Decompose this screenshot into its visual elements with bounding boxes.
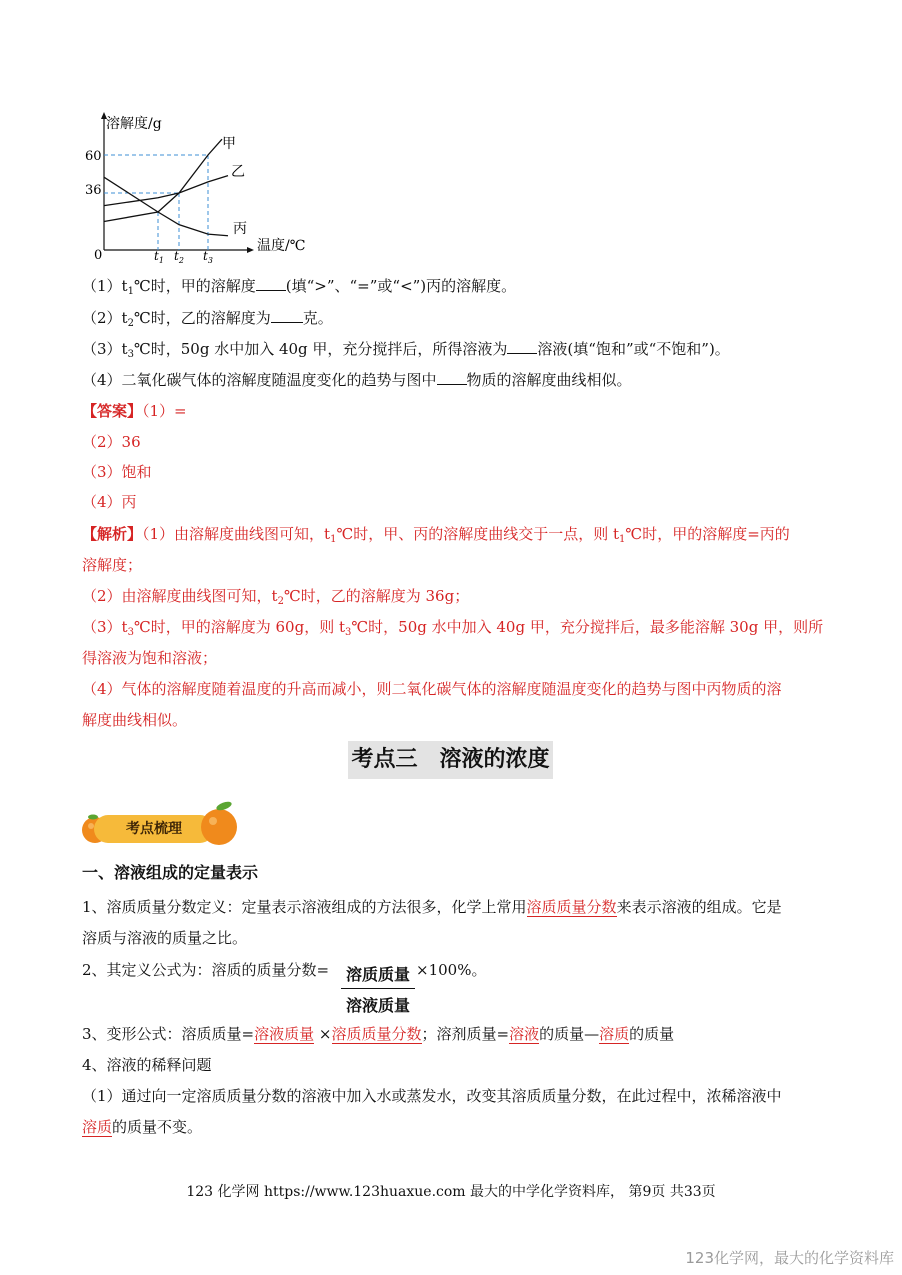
analysis-1-sub-b: 1 xyxy=(619,534,626,545)
x-axis-label: 温度/℃ xyxy=(257,238,306,254)
x-tick-t3: $t_3$ xyxy=(203,249,213,263)
x-axis-arrow xyxy=(247,247,254,253)
l5-term: 溶质 xyxy=(82,1118,113,1136)
analysis-2a: （2）由溶解度曲线图可知，t xyxy=(82,587,278,605)
x-tick-t2: $t_2$ xyxy=(174,249,184,263)
question-1 xyxy=(82,276,516,302)
analysis-4-cont: 解度曲线相似。 xyxy=(82,711,188,729)
analysis-3a: （3）t xyxy=(82,618,128,636)
l3-c: × xyxy=(318,1025,332,1043)
analysis-2-sub: 2 xyxy=(277,596,284,607)
q1-mid: ℃时，甲的溶解度 xyxy=(133,277,256,295)
analysis-3 xyxy=(82,617,823,643)
answer-1 xyxy=(82,401,187,421)
watermark: 123化学网，最大的化学资料库 xyxy=(685,1249,894,1267)
content-heading: 一、溶液组成的定量表示 xyxy=(82,863,259,882)
q4-post: 物质的溶解度曲线相似。 xyxy=(466,371,632,389)
content-line-1 xyxy=(82,897,782,917)
answer-4: （4）丙 xyxy=(82,493,137,511)
question-3 xyxy=(82,339,730,365)
analysis-1c: ℃时，甲的溶解度=丙的 xyxy=(625,525,790,543)
solubility-chart xyxy=(82,108,332,263)
formula-fraction xyxy=(341,962,415,1016)
analysis-3b: ℃时，甲的溶解度为 60g，则 t xyxy=(133,618,345,636)
q2-prefix: （2）t xyxy=(82,309,128,327)
l3-f: 溶液 xyxy=(509,1025,540,1043)
q3-blank[interactable] xyxy=(507,353,537,354)
l1-c: 来表示溶液的组成。它是 xyxy=(616,898,782,916)
answer-1-text: （1）= xyxy=(142,402,187,420)
l1-a: 1、溶质质量分数定义：定量表示溶液组成的方法很多，化学上常用 xyxy=(82,898,527,916)
q1-blank[interactable] xyxy=(256,290,286,291)
curve-乙 xyxy=(104,176,228,206)
q1-sub: 1 xyxy=(127,286,134,297)
analysis-3-sub-a: 3 xyxy=(127,627,134,638)
analysis-1a: （1）由溶解度曲线图可知，t xyxy=(142,525,331,543)
analysis-1b: ℃时，甲、丙的溶解度曲线交于一点，则 t xyxy=(336,525,620,543)
fraction-denominator: 溶液质量 xyxy=(345,996,410,1015)
analysis-3c: ℃时，50g 水中加入 40g 甲，充分搅拌后，最多能溶解 30g 甲，则所 xyxy=(351,618,824,636)
q2-sub: 2 xyxy=(127,318,134,329)
q4-blank[interactable] xyxy=(437,384,467,385)
analysis-4: （4）气体的溶解度随着温度的升高而减小，则二氧化碳气体的溶解度随温度变化的趋势与图中丙物质的溶 xyxy=(82,680,782,698)
content-line-3 xyxy=(82,1024,674,1044)
chart-curves xyxy=(104,139,228,236)
l3-a: 3、变形公式：溶质质量= xyxy=(82,1025,255,1043)
q1-post: (填“>”、“=”或“<”)丙的溶解度。 xyxy=(285,277,517,295)
series-label-yi: 乙 xyxy=(231,164,245,180)
l2-a: 2、其定义公式为：溶质的质量分数= xyxy=(82,961,330,979)
l3-h: 溶质 xyxy=(599,1025,630,1043)
fraction-numerator: 溶质质量 xyxy=(341,962,415,989)
q3-prefix: （3）t xyxy=(82,340,128,358)
series-label-bing: 丙 xyxy=(233,221,247,237)
series-label-jia: 甲 xyxy=(222,136,236,152)
origin-label: 0 xyxy=(94,248,103,263)
q1-prefix: （1）t xyxy=(82,277,128,295)
analysis-1-sub-a: 1 xyxy=(330,534,337,545)
question-2 xyxy=(82,308,333,334)
q3-mid: ℃时，50g 水中加入 40g 甲，充分搅拌后，所得溶液为 xyxy=(133,340,508,358)
analysis-2b: ℃时，乙的溶解度为 36g； xyxy=(283,587,470,605)
l3-d: 溶质质量分数 xyxy=(331,1025,422,1043)
topic-badge: 考点梳理 xyxy=(94,815,214,843)
orange-right-icon xyxy=(198,799,240,847)
l3-b: 溶液质量 xyxy=(254,1025,315,1043)
q3-sub: 3 xyxy=(127,349,134,360)
l3-i: 的质量 xyxy=(629,1025,675,1043)
answer-label: 【答案】 xyxy=(82,402,143,420)
q2-blank[interactable] xyxy=(271,322,303,323)
y-axis-label: 溶解度/g xyxy=(106,116,162,132)
q2-post: 克。 xyxy=(302,309,333,327)
content-line-1-cont: 溶质与溶液的质量之比。 xyxy=(82,929,248,947)
answer-2: （2）36 xyxy=(82,433,141,451)
l3-g: 的质量— xyxy=(539,1025,600,1043)
content-line-5: （1）通过向一定溶质质量分数的溶液中加入水或蒸发水，改变其溶质质量分数，在此过程中，浓稀溶液中 xyxy=(82,1087,782,1105)
content-line-2 xyxy=(82,960,329,980)
curve-丙 xyxy=(104,177,228,236)
analysis-3-sub-b: 3 xyxy=(345,627,352,638)
x-tick-t1: $t_1$ xyxy=(154,249,164,263)
analysis-1-cont: 溶解度； xyxy=(82,556,143,574)
question-4 xyxy=(82,370,632,390)
chart-guides xyxy=(104,155,208,250)
q2-mid: ℃时，乙的溶解度为 xyxy=(133,309,271,327)
l5-c: 的质量不变。 xyxy=(112,1118,203,1136)
page-footer: 123 化学网 https://www.123huaxue.com 最大的中学化学资料库， 第9页 共33页 xyxy=(186,1184,716,1200)
analysis-1 xyxy=(82,524,790,550)
l1-term: 溶质质量分数 xyxy=(526,898,617,916)
q3-post: 溶液(填“饱和”或“不饱和”)。 xyxy=(537,340,730,358)
formula-suffix: ×100%。 xyxy=(416,961,487,979)
answer-3: （3）饱和 xyxy=(82,463,152,481)
y-tick-36: 36 xyxy=(85,183,102,198)
section-title: 考点三 溶液的浓度 xyxy=(348,741,553,779)
curve-甲 xyxy=(104,139,222,221)
analysis-label: 【解析】 xyxy=(82,525,143,543)
q4-prefix: （4）二氧化碳气体的溶解度随温度变化的趋势与图中 xyxy=(82,371,437,389)
content-line-4: 4、溶液的稀释问题 xyxy=(82,1056,212,1074)
analysis-3-cont: 得溶液为饱和溶液； xyxy=(82,649,218,667)
analysis-2 xyxy=(82,586,469,612)
content-line-5-cont xyxy=(82,1117,202,1137)
l3-e: ；溶剂质量= xyxy=(421,1025,510,1043)
y-tick-60: 60 xyxy=(85,149,102,164)
